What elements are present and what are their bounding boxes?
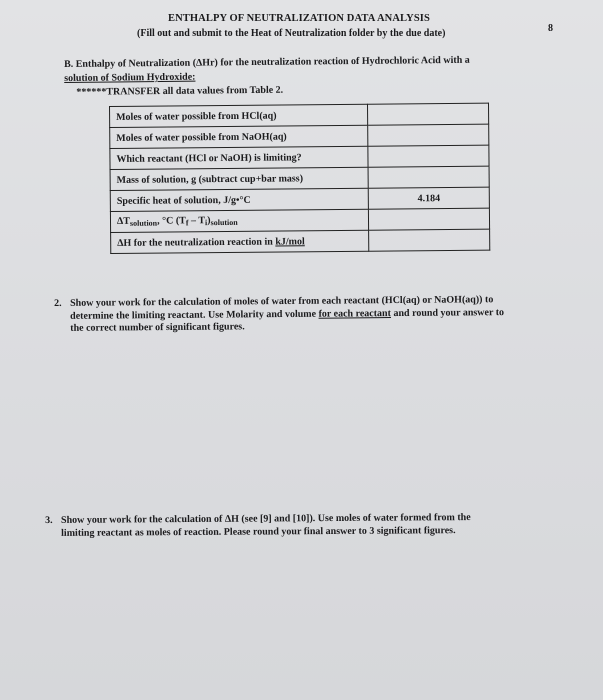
delta-h-text: ΔH for the neutralization reaction in bbox=[117, 236, 276, 249]
delta-t-unit: , °C (T bbox=[157, 215, 186, 227]
question-3 bbox=[45, 510, 560, 540]
row-label-delta-t bbox=[110, 209, 368, 232]
row-value-specific-heat[interactable]: 4.184 bbox=[368, 187, 489, 209]
delta-t-sub-solution: solution bbox=[129, 218, 158, 228]
row-value-moles-naoh[interactable] bbox=[368, 124, 489, 146]
question-3-line2: limiting reactant as moles of reaction. Please round your final answer to 3 significant figures. bbox=[61, 525, 456, 539]
row-label-specific-heat: Specific heat of solution, J/g•°C bbox=[110, 188, 368, 211]
section-b-line1: B. Enthalpy of Neutralization (ΔHr) for the neutralization reaction of Hydrochloric Acid with a bbox=[64, 54, 470, 70]
question-3-number: 3. bbox=[45, 514, 53, 526]
delta-t-sub-final: f bbox=[185, 218, 189, 228]
question-2-line1: Show your work for the calculation of moles of water from each reactant (HCl(aq) or NaOH(aq)) to bbox=[69, 294, 494, 309]
row-label-moles-naoh: Moles of water possible from NaOH(aq) bbox=[110, 125, 368, 148]
row-value-delta-t[interactable] bbox=[368, 208, 489, 230]
page-subtitle: (Fill out and submit to the Heat of Neutralization folder by the due date) bbox=[137, 28, 446, 39]
question-2 bbox=[54, 294, 564, 336]
section-b-line2: solution of Sodium Hydroxide: bbox=[64, 71, 196, 84]
row-value-limiting-reactant[interactable] bbox=[368, 145, 489, 167]
row-value-mass-solution[interactable] bbox=[368, 166, 489, 188]
question-2-line2-end: and round your answer to bbox=[390, 306, 505, 319]
row-label-moles-hcl: Moles of water possible from HCl(aq) bbox=[110, 104, 368, 127]
section-b-heading bbox=[64, 53, 564, 100]
delta-t-minus: – T bbox=[188, 215, 206, 227]
transfer-note: ******TRANSFER all data values from Table 2. bbox=[76, 84, 284, 98]
delta-t-close: ) bbox=[207, 215, 211, 227]
question-2-number: 2. bbox=[54, 297, 62, 309]
question-2-line2: determine the limiting reactant. Use Molarity and volume bbox=[70, 308, 319, 322]
row-label-delta-h bbox=[111, 230, 369, 253]
row-value-delta-h[interactable] bbox=[369, 229, 490, 251]
page-title: ENTHALPY OF NEUTRALIZATION DATA ANALYSIS bbox=[168, 13, 430, 24]
row-label-limiting-reactant: Which reactant (HCl or NaOH) is limiting? bbox=[110, 146, 368, 169]
delta-t-symbol: ΔT bbox=[116, 215, 131, 227]
data-table bbox=[109, 103, 490, 254]
table-row bbox=[111, 229, 490, 253]
row-value-moles-hcl[interactable] bbox=[367, 103, 488, 125]
question-3-line1: Show your work for the calculation of ΔH (see [9] and [10]). Use moles of water formed from the bbox=[61, 512, 471, 526]
question-2-line2-underlined: for each reactant bbox=[318, 307, 391, 320]
question-2-line3: the correct number of significant figures. bbox=[70, 321, 245, 334]
delta-t-sub-initial: i bbox=[204, 218, 208, 228]
page-number: 8 bbox=[548, 23, 553, 34]
delta-t-sub-solution-end: solution bbox=[210, 217, 238, 228]
row-label-mass-solution: Mass of solution, g (subtract cup+bar mass) bbox=[110, 167, 368, 190]
delta-h-unit: kJ/mol bbox=[275, 235, 305, 248]
